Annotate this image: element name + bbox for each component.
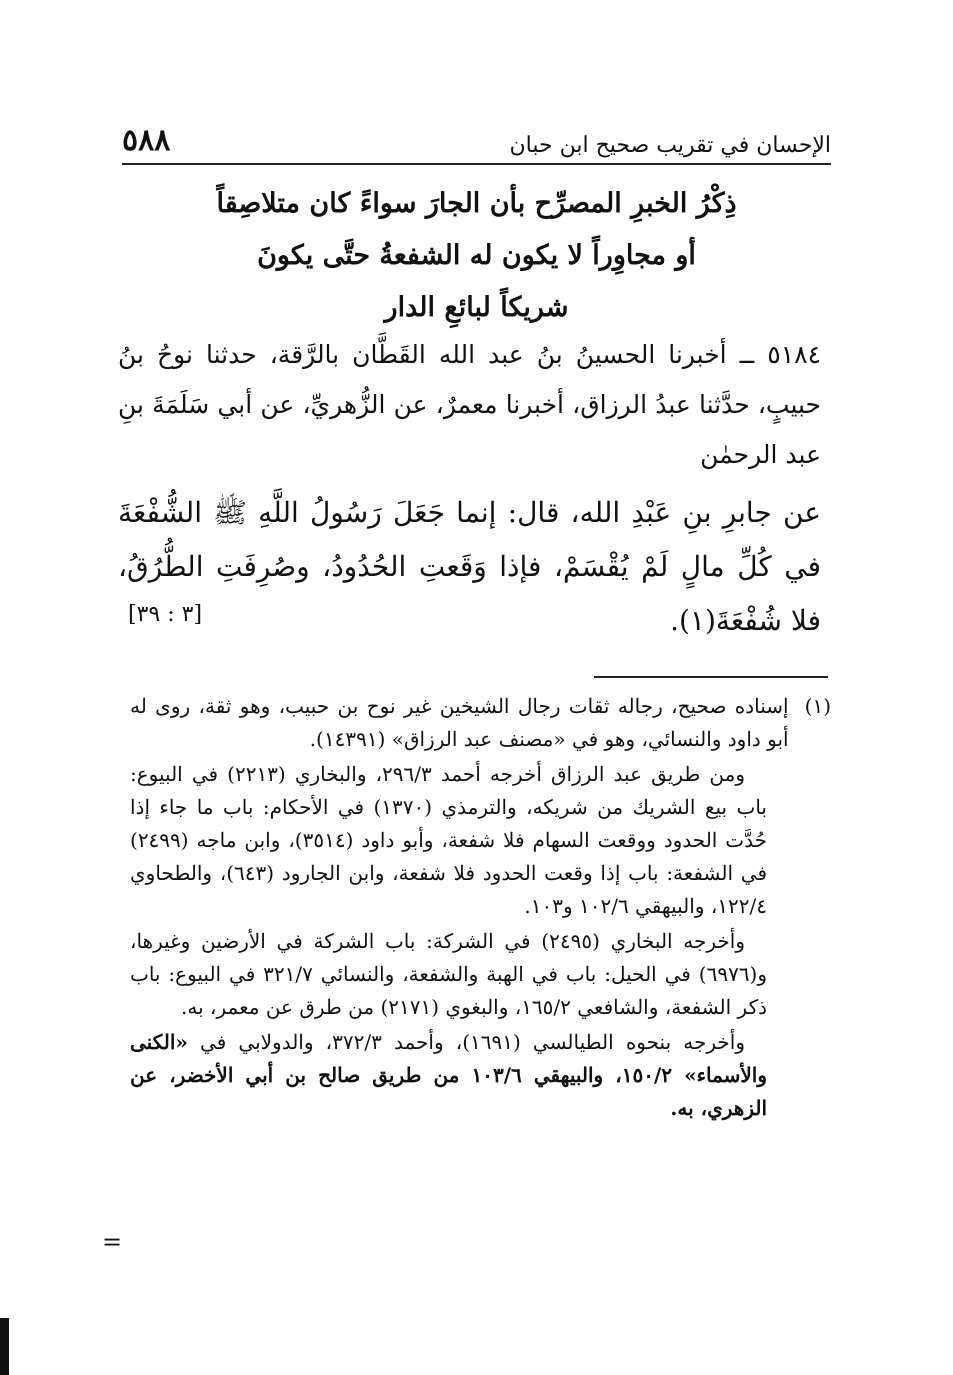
section-heading bbox=[160, 178, 793, 334]
hadith-matn: عن جابرِ بنِ عَبْدِ الله، قال: إنما جَعَلَ رَسُولُ اللَّهِ ﷺ الشُّفْعَةَ في كُلِّ مالٍ لَمْ يُقْسَمْ، فإذا وَقَعتِ الحُدُودُ، وصُرِفَتِ الطُّرُقُ، فلا شُفْعَةَ(١). bbox=[118, 496, 821, 637]
footnote-separator bbox=[594, 676, 828, 678]
continuation-mark: = bbox=[102, 1228, 123, 1256]
footnote-paragraph-2: ومن طريق عبد الرزاق أخرجه أحمد ٢٩٦/٣، والبخاري (٢٢١٣) في البيوع: باب بيع الشريك من شريكه، والترمذي (١٣٧٠) في الأحكام: باب ما جاء إذا حُدَّت الحدود ووقعت السهام فلا شفعة، وأبو داود (٣٥١٤)، وابن ماجه (٢٤٩٩) في الشفعة: باب إذا وقعت الحدود فلا شفعة، وابن الجارود (٦٤٣)، والطحاوي ١٢٢/٤، والبيهقي ١٠٢/٦ و١٠٣. bbox=[130, 762, 768, 918]
hadith-isnad: ٥١٨٤ ــ أخبرنا الحسينُ بنُ عبد الله القَطَّان بالرَّقة، حدثنا نوحُ بنُ حبيبٍ، حدَّثنا عبدُ الرزاق، أخبرنا معمرٌ، عن الزُّهريِّ، عن أبي سَلَمَةَ بنِ عبد الرحمٰن bbox=[118, 340, 821, 469]
footnotes bbox=[130, 690, 831, 1125]
footnote-paragraph-3: وأخرجه البخاري (٢٤٩٥) في الشركة: باب الشركة في الأرضين وغيرها، و(٦٩٧٦) في الحيل: باب في الهبة والشفعة، والنسائي ٣٢١/٧ في البيوع: باب ذكر الشفعة، والشافعي ١٦٥/٢، والبغوي (٢١٧١) من طرق عن معمر، به. bbox=[130, 929, 768, 1019]
header-rule bbox=[122, 163, 831, 165]
volume-reference: [٣ : ٣٩] bbox=[128, 602, 203, 627]
page-number: ٥٨٨ bbox=[122, 123, 171, 158]
footnote-paragraph-4-bold: «الكنى والأسماء» ١٥٠/٢، والبيهقي ١٠٣/٦ من طريق صالح بن أبي الأخضر، عن الزهري، به. bbox=[130, 1030, 768, 1120]
heading-line-1: ذِكْرُ الخبرِ المصرِّح بأن الجارَ سواءً كان متلاصِقاً bbox=[216, 188, 737, 219]
footnote-paragraph-4 bbox=[130, 1026, 831, 1125]
footnote-paragraph-4-regular: وأخرجه بنحوه الطيالسي (١٦٩١)، وأحمد ٣٧٢/٣، والدولابي في bbox=[200, 1030, 745, 1054]
running-head bbox=[122, 112, 831, 158]
footnote-number: (١) bbox=[804, 694, 831, 718]
heading-line-2: أو مجاوِراً لا يكون له الشفعةُ حتَّى يكونَ bbox=[257, 240, 696, 271]
running-title: الإحسان في تقريب صحيح ابن حبان bbox=[509, 133, 831, 158]
heading-line-3: شريكاً لبائعِ الدار bbox=[384, 292, 569, 323]
footnote-paragraph-1: إسناده صحيح، رجاله ثقات رجال الشيخين غير نوح بن حبيب، وهو ثقة، روى له أبو داود والنسائي، وهو في «مصنف عبد الرزاق» (١٤٣٩١). bbox=[130, 694, 789, 751]
page-edge-mark bbox=[0, 1318, 9, 1375]
footnote-1 bbox=[130, 690, 831, 756]
